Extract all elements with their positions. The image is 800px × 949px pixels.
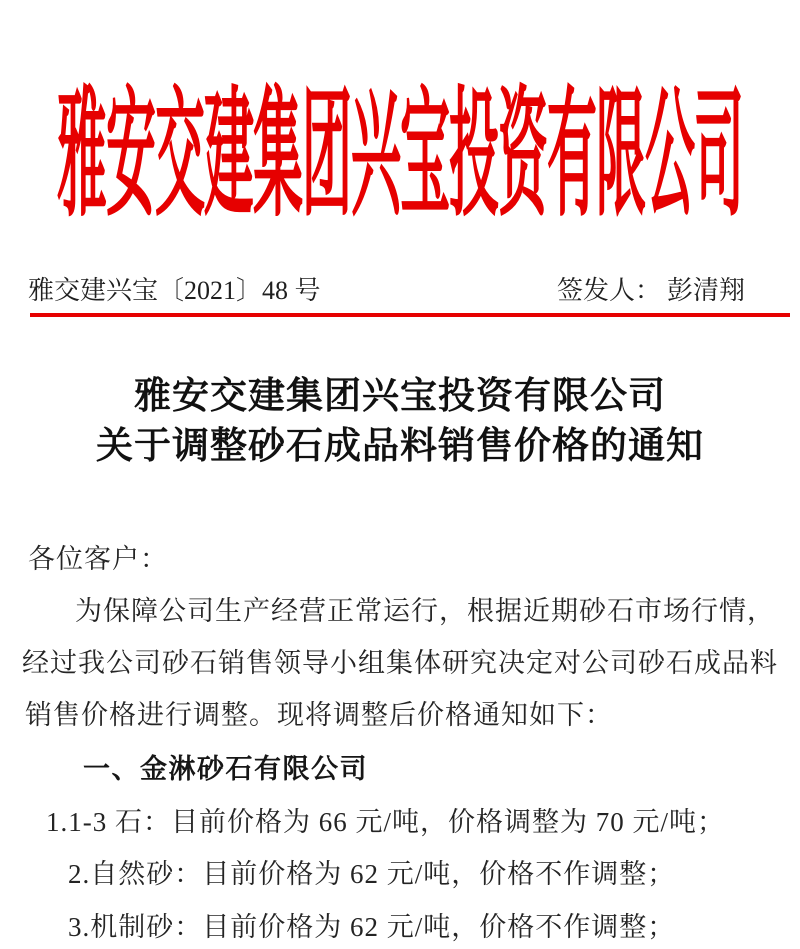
issuer-name: 彭清翔 [666,276,745,305]
document-title-line2: 关于调整砂石成品料销售价格的通知 [96,426,704,467]
doc-number-row [28,275,745,307]
salutation: 各位客户： [28,544,168,574]
price-item: 1.1-3 石：目前价格为 66 元/吨，价格调整为 70 元/吨； [46,807,725,837]
letterhead-org-name: 雅安交建集团兴宝投资有限公司 [57,76,743,234]
document-title-line1: 雅安交建集团兴宝投资有限公司 [134,376,666,417]
price-item: 3.机制砂：目前价格为 62 元/吨，价格不作调整； [68,912,676,942]
document-title [0,372,800,472]
paragraph-line: 为保障公司生产经营正常运行，根据近期砂石市场行情， [75,596,775,626]
issuer-label: 签发人： [556,276,661,305]
doc-number: 雅交建兴宝〔2021〕48 号 [28,276,321,305]
red-divider-rule [30,313,790,317]
paragraph-line: 销售价格进行调整。现将调整后价格通知如下： [25,700,613,730]
price-item: 2.自然砂：目前价格为 62 元/吨，价格不作调整； [68,859,676,889]
paragraph-line: 经过我公司砂石销售领导小组集体研究决定对公司砂石成品料 [22,648,778,678]
section-heading: 一、金淋砂石有限公司 [83,754,368,784]
issuer [557,275,745,307]
